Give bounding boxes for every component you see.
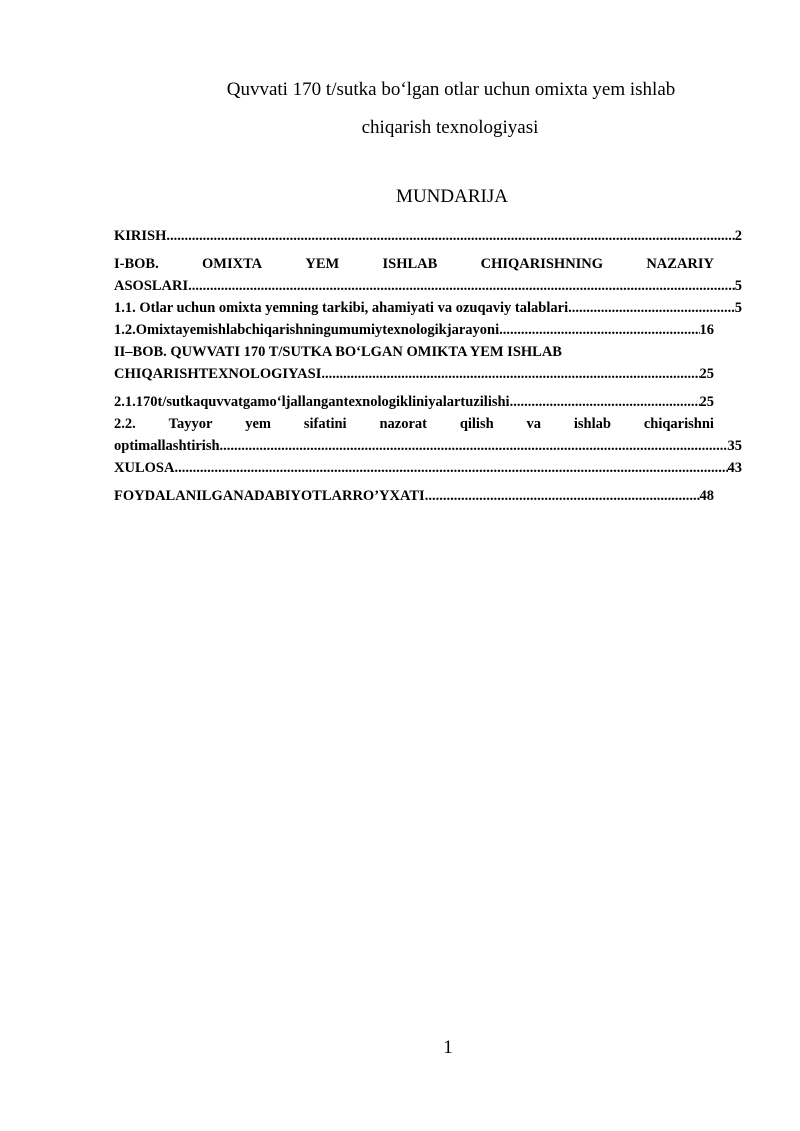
toc-leader	[321, 363, 699, 385]
toc-word: qilish	[459, 416, 494, 432]
toc-word: ISHLAB	[382, 256, 438, 272]
toc-word: nazorat	[379, 416, 427, 432]
toc-entry-line	[114, 253, 714, 275]
toc-entry-bob2[interactable]	[114, 341, 742, 385]
toc-leader	[499, 319, 699, 341]
toc-entry-2-2[interactable]	[114, 413, 742, 457]
toc-word: OMIXTA	[201, 256, 263, 272]
toc-word: va	[526, 416, 542, 432]
toc-page-number: 43	[727, 460, 742, 476]
toc-entry-line	[114, 413, 714, 435]
toc-entry-line	[114, 275, 742, 297]
page-number: 1	[443, 1037, 453, 1058]
toc-entry-line	[114, 363, 714, 385]
toc-page-number: 48	[699, 488, 714, 504]
toc-entry-text: optimallashtirish	[114, 438, 220, 454]
toc-entry-kirish[interactable]	[114, 225, 742, 247]
toc-word: ishlab	[573, 416, 611, 432]
toc-entry-text: KIRISH	[114, 228, 167, 244]
toc-leader	[510, 391, 700, 413]
toc-entry-bibliography[interactable]	[114, 485, 714, 507]
toc-page-number: 25	[699, 394, 714, 410]
toc-page-number: 25	[699, 366, 714, 382]
document-title	[100, 71, 800, 147]
table-of-contents	[114, 225, 742, 507]
toc-word: sifatini	[303, 416, 347, 432]
toc-entry-2-1[interactable]	[114, 391, 714, 413]
toc-heading: MUNDARIJA	[396, 186, 508, 207]
toc-word: Tayyor	[168, 416, 213, 432]
toc-leader	[174, 457, 727, 479]
toc-entry-text: XULOSA	[114, 460, 175, 476]
toc-entry-1-2[interactable]	[114, 319, 714, 341]
toc-word: CHIQARISHNING	[480, 256, 604, 272]
toc-page-number: 16	[699, 322, 714, 338]
toc-leader	[425, 485, 700, 507]
toc-leader	[220, 435, 728, 457]
toc-word: chiqarishni	[643, 416, 714, 432]
toc-word: YEM	[305, 256, 340, 272]
toc-word: 2.2.	[114, 416, 136, 432]
toc-entry-text: ASOSLARI	[114, 278, 189, 294]
title-line-2: chiqarish texnologiyasi	[361, 117, 539, 138]
toc-page-number: 5	[734, 300, 742, 316]
toc-entry-xulosa[interactable]	[114, 457, 742, 479]
toc-word: yem	[245, 416, 272, 432]
toc-page-number: 2	[734, 228, 742, 244]
toc-page-number: 35	[727, 438, 742, 454]
toc-entry-text: CHIQARISHTEXNOLOGIYASI	[114, 366, 322, 382]
toc-leader	[568, 297, 735, 319]
toc-word: NAZARIY	[646, 256, 714, 272]
toc-entry-1-1[interactable]	[114, 297, 742, 319]
toc-entry-text: 1.2.Omixtayemishlabchiqarishningumumiytexnologikjarayoni	[114, 322, 500, 338]
toc-leader	[166, 225, 734, 247]
toc-entry-text: 2.1.170t/sutkaquvvatgamo‘ljallangantexnologikliniyalartuzilishi	[114, 394, 510, 410]
title-line-1: Quvvati 170 t/sutka bo‘lgan otlar uchun omixta yem ishlab	[226, 79, 676, 100]
toc-entry-bob1[interactable]	[114, 253, 742, 297]
toc-entry-line: II–BOB. QUWVATI 170 T/SUTKA BO‘LGAN OMIKTA YEM ISHLAB	[114, 344, 562, 360]
toc-leader	[188, 275, 735, 297]
toc-entry-text: 1.1. Otlar uchun omixta yemning tarkibi, ahamiyati va ozuqaviy talablari	[114, 300, 569, 316]
toc-page-number: 5	[734, 278, 742, 294]
toc-word: I-BOB.	[114, 256, 159, 272]
toc-entry-line	[114, 435, 742, 457]
toc-entry-text: FOYDALANILGANADABIYOTLARRO’YXATI	[114, 488, 425, 504]
